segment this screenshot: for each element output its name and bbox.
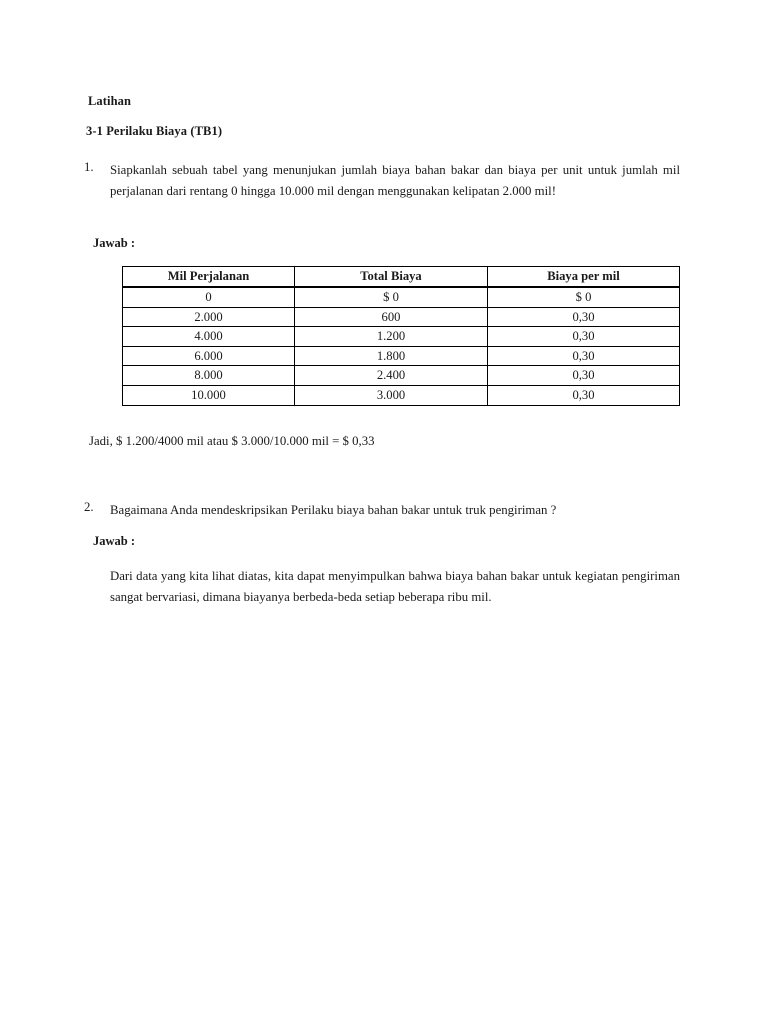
table-row [123, 366, 680, 386]
cell-biaya-per-mil: 0,30 [488, 385, 680, 405]
cell-mil-perjalanan: 6.000 [123, 346, 295, 366]
table-header-mil-perjalanan: Mil Perjalanan [123, 267, 295, 288]
cell-biaya-per-mil: 0,30 [488, 366, 680, 386]
question-1-number: 1. [84, 160, 94, 174]
cost-behavior-table [122, 266, 680, 406]
table-header-row [123, 267, 680, 288]
cell-total-biaya: 600 [295, 307, 488, 327]
question-2-number: 2. [84, 500, 94, 514]
question-2-text: Bagaimana Anda mendeskripsikan Perilaku biaya bahan bakar untuk truk pengiriman ? [110, 503, 557, 517]
table-row [123, 385, 680, 405]
cell-mil-perjalanan: 8.000 [123, 366, 295, 386]
cell-mil-perjalanan: 4.000 [123, 327, 295, 347]
section-heading: 3-1 Perilaku Biaya (TB1) [86, 124, 223, 138]
answer-label-2: Jawab : [93, 534, 136, 548]
cell-biaya-per-mil: 0,30 [488, 346, 680, 366]
table-row [123, 307, 680, 327]
cell-total-biaya: 3.000 [295, 385, 488, 405]
cell-total-biaya: $ 0 [295, 287, 488, 307]
table-row [123, 346, 680, 366]
cell-mil-perjalanan: 2.000 [123, 307, 295, 327]
answer-label-1: Jawab : [93, 236, 136, 250]
cell-mil-perjalanan: 10.000 [123, 385, 295, 405]
question-1-text: Siapkanlah sebuah tabel yang menunjukan jumlah biaya bahan bakar dan biaya per unit untuk jumlah mil perjalanan dari rentang 0 hingga 10.000 mil dengan menggunakan kelipatan 2.000 mil! [110, 163, 680, 198]
table-row [123, 327, 680, 347]
cell-biaya-per-mil: $ 0 [488, 287, 680, 307]
table-row [123, 287, 680, 307]
conclusion-line: Jadi, $ 1.200/4000 mil atau $ 3.000/10.000 mil = $ 0,33 [89, 434, 375, 448]
table-header-biaya-per-mil: Biaya per mil [488, 267, 680, 288]
cell-biaya-per-mil: 0,30 [488, 307, 680, 327]
table-header-total-biaya: Total Biaya [295, 267, 488, 288]
cell-total-biaya: 1.800 [295, 346, 488, 366]
page-title: Latihan [88, 94, 132, 108]
cell-biaya-per-mil: 0,30 [488, 327, 680, 347]
cell-total-biaya: 2.400 [295, 366, 488, 386]
answer-2-text: Dari data yang kita lihat diatas, kita dapat menyimpulkan bahwa biaya bahan bakar untuk kegiatan pengiriman sangat bervariasi, dimana biayanya berbeda-beda setiap beberapa ribu mil. [110, 569, 680, 604]
cell-total-biaya: 1.200 [295, 327, 488, 347]
cell-mil-perjalanan: 0 [123, 287, 295, 307]
